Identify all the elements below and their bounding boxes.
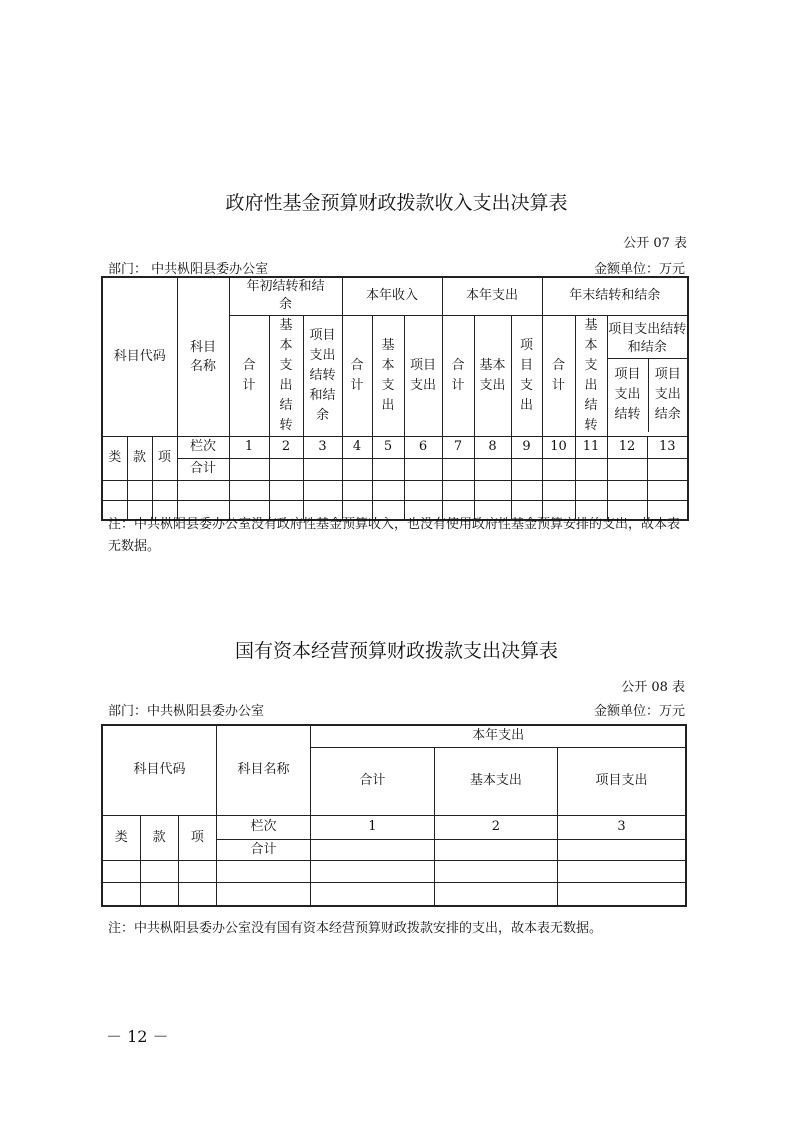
t2-h-subject-code: 科目代码	[102, 725, 216, 815]
table-row	[102, 882, 686, 906]
page-number: － 12 －	[106, 1027, 169, 1046]
table1-code: 公开 07 表	[623, 236, 687, 251]
t2-h-lanci: 栏次	[216, 815, 310, 839]
t1-col-1: 1	[229, 436, 269, 458]
t2-h-kuan: 款	[140, 815, 178, 860]
t1-col-10: 10	[542, 436, 575, 458]
t1-h-subject-name: 科目名称	[177, 277, 229, 436]
table2	[101, 724, 687, 907]
t1-h-income: 本年收入	[342, 277, 442, 315]
table1-note: 注：中共枞阳县委办公室没有政府性基金预算收入，也没有使用政府性基金预算安排的支出，故本表无数据。	[108, 517, 681, 554]
t1-h-end-project-carry: 项目支出结转	[608, 359, 649, 432]
t2-h-total: 合计	[311, 747, 434, 815]
t1-h-end-total: 合计	[542, 315, 575, 436]
t1-h-income-total: 合计	[342, 315, 372, 436]
t2-h-basic: 基本支出	[434, 747, 557, 815]
t1-h-total: 合计	[229, 315, 269, 436]
t1-h-income-basic: 基本支出	[372, 315, 404, 436]
table2-unit: 金额单位：万元	[593, 704, 685, 719]
t1-h-exp-project: 项目支出	[511, 315, 542, 436]
t1-h-exp-total: 合计	[442, 315, 474, 436]
t2-col-1: 1	[311, 815, 434, 839]
table2-code: 公开 08 表	[621, 680, 685, 695]
t1-h-income-project: 项目支出	[404, 315, 442, 436]
table1-unit: 金额单位：万元	[593, 262, 685, 277]
t2-h-xiang: 项	[178, 815, 216, 860]
t1-col-2: 2	[269, 436, 303, 458]
t1-h-end-basic-carry: 基本支出结转	[575, 315, 607, 436]
t1-h-end-balance: 年末结转和结余	[542, 277, 688, 315]
t1-h-expense: 本年支出	[442, 277, 542, 315]
table2-title: 国有资本经营预算财政拨款支出决算表	[234, 640, 558, 662]
table1-dept: 部门： 中共枞阳县委办公室	[108, 262, 269, 277]
t1-col-12: 12	[607, 436, 647, 458]
table-row	[102, 480, 688, 500]
table1	[101, 276, 689, 521]
t2-col-2: 2	[434, 815, 557, 839]
t1-h-exp-basic: 基本支出	[474, 315, 511, 436]
t1-col-3: 3	[303, 436, 342, 458]
t1-h-subject-code: 科目代码	[102, 277, 177, 436]
t2-h-subject-name: 科目名称	[216, 725, 310, 815]
t1-col-11: 11	[575, 436, 607, 458]
t2-h-sum: 合计	[216, 839, 310, 860]
t1-h-project-carry-surplus: 项目支出结转和结余	[303, 315, 342, 436]
t1-h-basic-carry: 基本支出结转	[269, 315, 303, 436]
t2-h-project: 项目支出	[558, 747, 686, 815]
t1-h-begin-balance: 年初结转和结余	[229, 277, 342, 315]
t1-h-end-project: 项目支出结转和结余 项目支出结转 项目支出结余	[607, 315, 688, 436]
table2-dept: 部门：中共枞阳县委办公室	[108, 704, 265, 719]
t1-h-lanci: 栏次	[177, 436, 229, 458]
t1-col-7: 7	[442, 436, 474, 458]
t1-h-xiang: 项	[152, 436, 177, 480]
table1-title: 政府性基金预算财政拨款收入支出决算表	[225, 192, 568, 214]
t2-h-lei: 类	[102, 815, 140, 860]
t1-h-end-project-surplus: 项目支出结余	[654, 367, 681, 422]
t2-col-3: 3	[558, 815, 686, 839]
table2-note: 注：中共枞阳县委办公室没有国有资本经营预算财政拨款安排的支出，故本表无数据。	[108, 921, 603, 936]
t1-col-6: 6	[404, 436, 442, 458]
t1-col-5: 5	[372, 436, 404, 458]
table-row	[102, 860, 686, 882]
t1-h-lei: 类	[102, 436, 127, 480]
t1-sum-row	[102, 458, 688, 480]
t1-h-sum: 合计	[177, 458, 229, 480]
t1-col-4: 4	[342, 436, 372, 458]
t2-h-expense: 本年支出	[311, 725, 686, 747]
t1-h-kuan: 款	[127, 436, 152, 480]
t1-col-9: 9	[511, 436, 542, 458]
t1-col-13: 13	[647, 436, 688, 458]
t1-col-8: 8	[474, 436, 511, 458]
